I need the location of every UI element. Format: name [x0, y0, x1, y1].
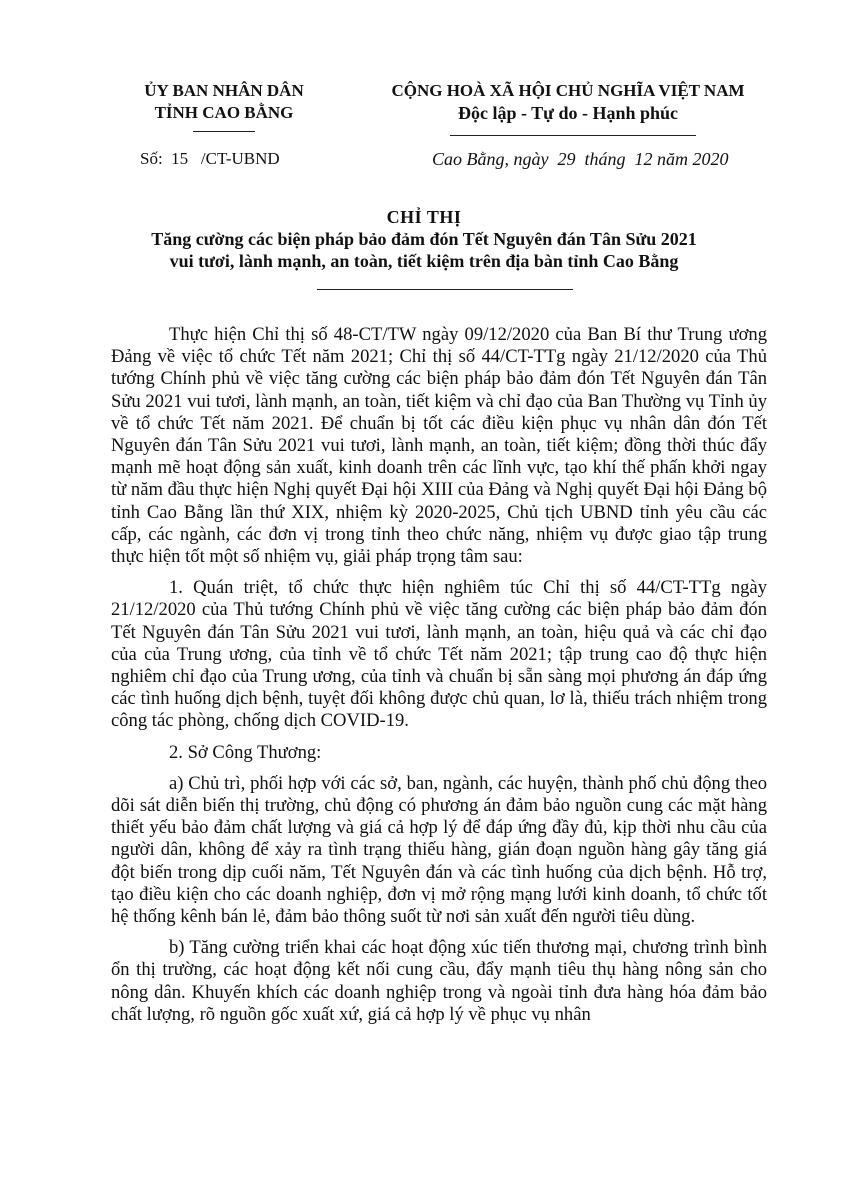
paragraph-item-2b: b) Tăng cường triển khai các hoạt động xúc tiến thương mại, chương trình bình ổn thị trường, các hoạt động kết nối cung cầu, đẩy mạnh tiêu thụ hàng nông sản cho nông dân. Khuyến khích các doanh nghiệp trong và ngoài tỉnh đưa hàng hóa đảm bảo chất lượng, rõ nguồn gốc xuất xứ, giá cả hợp lý về phục vụ nhân: [111, 937, 767, 1025]
document-body: [111, 324, 767, 1035]
nation-name: CỘNG HOÀ XÃ HỘI CHỦ NGHĨA VIỆT NAM: [391, 81, 745, 100]
document-title: [100, 206, 748, 272]
title-underline: [317, 289, 573, 290]
document-type: CHỈ THỊ: [386, 207, 462, 227]
paragraph-item-1: 1. Quán triệt, tổ chức thực hiện nghiêm túc Chỉ thị số 44/CT-TTg ngày 21/12/2020 của Thủ tướng Chính phủ về việc tăng cường các biện pháp bảo đảm đón Tết Nguyên đán Tân Sửu 2021 vui tươi, lành mạnh, an toàn, hiệu quả và các chỉ đạo của của Trung ương, của tỉnh về tổ chức Tết năm 2021; tập trung cao độ thực hiện nghiêm chỉ đạo của Trung ương, của tỉnh và chuẩn bị sẵn sàng mọi phương án đáp ứng các tình huống dịch bệnh, tuyệt đối không được chủ quan, lơ là, thiếu trách nhiệm trong công tác phòng, chống dịch COVID-19.: [111, 577, 767, 732]
document-number: Số: 15 /CT-UBND: [140, 149, 280, 168]
issuing-agency: [110, 80, 338, 124]
motto-underline: [450, 135, 696, 136]
national-heading: [358, 80, 778, 124]
paragraph-preamble: Thực hiện Chỉ thị số 48-CT/TW ngày 09/12/2020 của Ban Bí thư Trung ương Đảng về việc tổ chức Tết năm 2021; Chỉ thị số 44/CT-TTg ngày 21/12/2020 của Thủ tướng Chính phủ về việc tăng cường các biện pháp bảo đảm đón Tết Nguyên đán Tân Sửu 2021 vui tươi, lành mạnh, an toàn, tiết kiệm và chỉ đạo của Ban Thường vụ Tỉnh ủy về tổ chức Tết năm 2021. Để chuẩn bị tốt các điều kiện phục vụ nhân dân đón Tết Nguyên đán Tân Sửu 2021 vui tươi, lành mạnh, an toàn, tiết kiệm; đồng thời thúc đẩy mạnh mẽ hoạt động sản xuất, kinh doanh trên các lĩnh vực, tạo khí thế phấn khởi ngay từ năm đầu thực hiện Nghị quyết Đại hội XIII của Đảng và Nghị quyết Đại hội Đảng bộ tỉnh Cao Bằng lần thứ XIX, nhiệm kỳ 2020-2025, Chủ tịch UBND tỉnh yêu cầu các cấp, các ngành, các đơn vị trong tỉnh theo chức năng, nhiệm vụ được giao tập trung thực hiện tốt một số nhiệm vụ, giải pháp trọng tâm sau:: [111, 324, 767, 568]
paragraph-item-2: 2. Sở Công Thương:: [169, 741, 322, 763]
national-motto: Độc lập - Tự do - Hạnh phúc: [457, 103, 679, 123]
place-and-date: Cao Bằng, ngày 29 tháng 12 năm 2020: [432, 149, 729, 169]
agency-underline: [193, 131, 255, 132]
paragraph-item-2a: a) Chủ trì, phối hợp với các sở, ban, ngành, các huyện, thành phố chủ động theo dõi sát diễn biến thị trường, chủ động có phương án đảm bảo nguồn cung các mặt hàng thiết yếu bảo đảm chất lượng và giá cả hợp lý để đáp ứng đầy đủ, kịp thời nhu cầu của người dân, không để xảy ra tình trạng thiếu hàng, gián đoạn nguồn hàng gây tăng giá đột biến trong dịp cuối năm, Tết Nguyên đán và các tình huống của dịch bệnh. Hỗ trợ, tạo điều kiện cho các doanh nghiệp, đơn vị mở rộng mạng lưới kinh doanh, tổ chức tốt hệ thống kênh bán lẻ, đảm bảo thông suốt từ nơi sản xuất đến người tiêu dùng.: [111, 772, 767, 928]
agency-line-1: ỦY BAN NHÂN DÂN: [144, 81, 304, 100]
agency-line-2: TỈNH CAO BẰNG: [154, 103, 294, 122]
title-line-1: Tăng cường các biện pháp bảo đảm đón Tết Nguyên đán Tân Sửu 2021: [151, 229, 697, 249]
title-line-2: vui tươi, lành mạnh, an toàn, tiết kiệm trên địa bàn tỉnh Cao Bằng: [169, 251, 679, 271]
